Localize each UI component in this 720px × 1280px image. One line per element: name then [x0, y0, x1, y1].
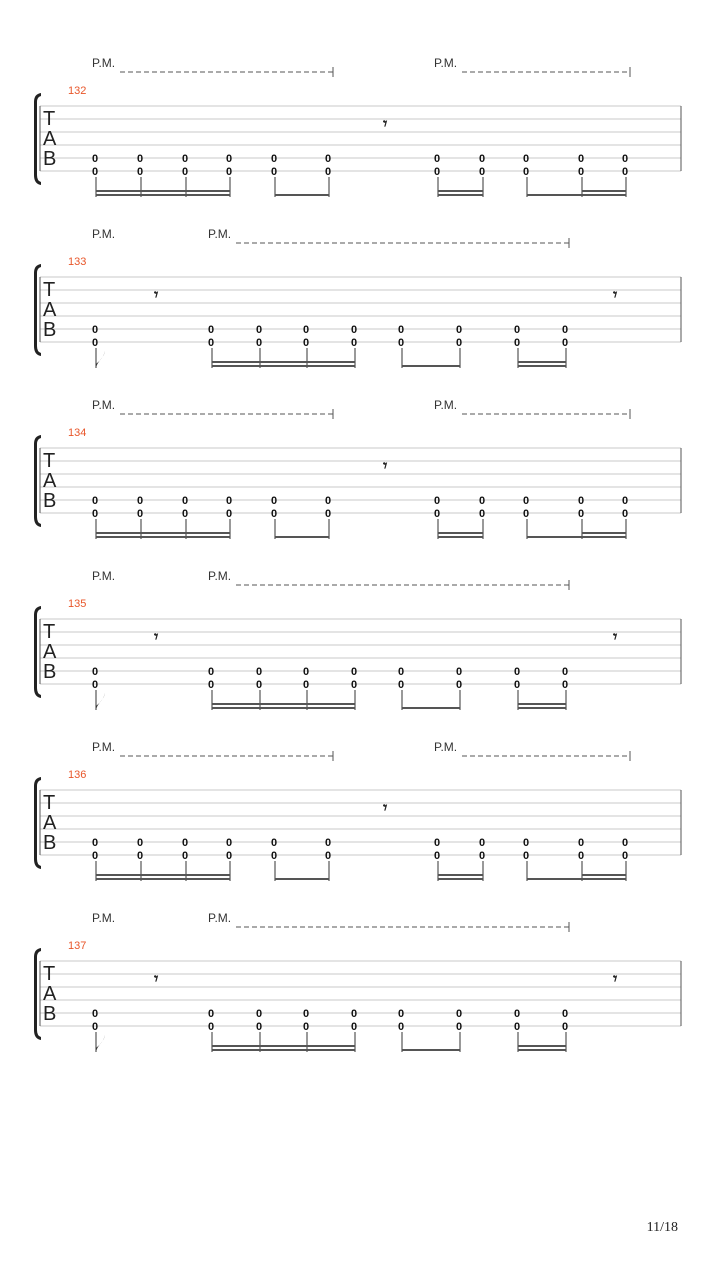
tab-clef-letter: B — [43, 661, 57, 683]
measure-number: 134 — [68, 427, 87, 439]
fret-number: 0 — [434, 850, 441, 862]
fret-number: 0 — [182, 495, 189, 507]
fret-number: 0 — [398, 324, 405, 336]
tab-system — [34, 56, 681, 197]
fret-number: 0 — [226, 495, 233, 507]
fret-number: 0 — [523, 837, 530, 849]
fret-number: 0 — [226, 166, 233, 178]
fret-number: 0 — [479, 166, 486, 178]
fret-number: 0 — [137, 837, 144, 849]
fret-number: 0 — [456, 337, 463, 349]
fret-number: 0 — [325, 153, 332, 165]
fret-number: 0 — [479, 837, 486, 849]
fret-number: 0 — [434, 495, 441, 507]
fret-number: 0 — [92, 666, 99, 678]
tab-clef-letter: B — [43, 148, 57, 170]
fret-number: 0 — [208, 324, 215, 336]
tab-clef-letter: T — [43, 450, 56, 472]
fret-number: 0 — [562, 679, 569, 691]
fret-number: 0 — [514, 666, 521, 678]
fret-number: 0 — [622, 837, 629, 849]
fret-number: 0 — [303, 324, 310, 336]
palm-mute-label: P.M. — [92, 398, 116, 412]
fret-number: 0 — [456, 1008, 463, 1020]
fret-number: 0 — [137, 495, 144, 507]
tab-clef-letter: T — [43, 279, 56, 301]
fret-number: 0 — [182, 850, 189, 862]
fret-number: 0 — [137, 850, 144, 862]
fret-number: 0 — [271, 850, 278, 862]
fret-number: 0 — [92, 166, 99, 178]
measure-number: 135 — [68, 598, 87, 610]
fret-number: 0 — [622, 850, 629, 862]
fret-number: 0 — [398, 1021, 405, 1033]
fret-number: 0 — [351, 666, 358, 678]
fret-number: 0 — [351, 324, 358, 336]
fret-number: 0 — [578, 153, 585, 165]
fret-number: 0 — [271, 495, 278, 507]
fret-number: 0 — [325, 166, 332, 178]
fret-number: 0 — [226, 153, 233, 165]
tab-clef-letter: B — [43, 490, 57, 512]
fret-number: 0 — [182, 508, 189, 520]
tab-system — [34, 911, 681, 1052]
fret-number: 0 — [578, 495, 585, 507]
measure-number: 132 — [68, 85, 87, 97]
fret-number: 0 — [208, 1008, 215, 1020]
fret-number: 0 — [456, 324, 463, 336]
tab-clef-letter: A — [43, 641, 57, 663]
eighth-rest: 𝄾 — [154, 287, 159, 304]
fret-number: 0 — [523, 153, 530, 165]
eighth-note-flag — [96, 1035, 105, 1052]
fret-number: 0 — [562, 1008, 569, 1020]
eighth-rest: 𝄾 — [154, 971, 159, 988]
fret-number: 0 — [479, 508, 486, 520]
fret-number: 0 — [479, 495, 486, 507]
palm-mute-label: P.M. — [92, 56, 116, 70]
eighth-rest: 𝄾 — [613, 971, 618, 988]
fret-number: 0 — [256, 666, 263, 678]
fret-number: 0 — [622, 166, 629, 178]
palm-mute-label: P.M. — [92, 569, 116, 583]
fret-number: 0 — [92, 508, 99, 520]
tab-clef-letter: T — [43, 792, 56, 814]
palm-mute-label: P.M. — [434, 56, 458, 70]
fret-number: 0 — [303, 1008, 310, 1020]
palm-mute-label: P.M. — [434, 398, 458, 412]
fret-number: 0 — [325, 495, 332, 507]
fret-number: 0 — [514, 1021, 521, 1033]
fret-number: 0 — [523, 166, 530, 178]
tab-clef-letter: B — [43, 1003, 57, 1025]
fret-number: 0 — [456, 679, 463, 691]
fret-number: 0 — [303, 666, 310, 678]
page-number: 11/18 — [646, 1220, 678, 1235]
fret-number: 0 — [303, 1021, 310, 1033]
fret-number: 0 — [434, 508, 441, 520]
fret-number: 0 — [434, 166, 441, 178]
fret-number: 0 — [137, 508, 144, 520]
measure-number: 136 — [68, 769, 87, 781]
fret-number: 0 — [256, 1021, 263, 1033]
fret-number: 0 — [562, 324, 569, 336]
fret-number: 0 — [208, 1021, 215, 1033]
fret-number: 0 — [622, 495, 629, 507]
fret-number: 0 — [622, 153, 629, 165]
fret-number: 0 — [256, 679, 263, 691]
fret-number: 0 — [351, 1021, 358, 1033]
fret-number: 0 — [578, 508, 585, 520]
fret-number: 0 — [92, 324, 99, 336]
fret-number: 0 — [92, 1021, 99, 1033]
tab-clef-letter: B — [43, 832, 57, 854]
fret-number: 0 — [182, 837, 189, 849]
fret-number: 0 — [92, 1008, 99, 1020]
fret-number: 0 — [325, 850, 332, 862]
tab-system — [34, 227, 681, 368]
eighth-rest: 𝄾 — [154, 629, 159, 646]
fret-number: 0 — [271, 837, 278, 849]
fret-number: 0 — [271, 508, 278, 520]
fret-number: 0 — [182, 153, 189, 165]
tab-clef-letter: A — [43, 812, 57, 834]
fret-number: 0 — [208, 666, 215, 678]
fret-number: 0 — [479, 850, 486, 862]
fret-number: 0 — [137, 153, 144, 165]
fret-number: 0 — [562, 1021, 569, 1033]
fret-number: 0 — [351, 337, 358, 349]
fret-number: 0 — [523, 850, 530, 862]
palm-mute-label: P.M. — [208, 227, 232, 241]
tab-system — [34, 740, 681, 881]
fret-number: 0 — [514, 1008, 521, 1020]
eighth-rest: 𝄾 — [613, 287, 618, 304]
fret-number: 0 — [137, 166, 144, 178]
fret-number: 0 — [523, 495, 530, 507]
fret-number: 0 — [256, 324, 263, 336]
fret-number: 0 — [578, 166, 585, 178]
fret-number: 0 — [92, 495, 99, 507]
tab-clef-letter: A — [43, 299, 57, 321]
fret-number: 0 — [303, 679, 310, 691]
tab-system — [34, 398, 681, 539]
fret-number: 0 — [351, 1008, 358, 1020]
fret-number: 0 — [456, 1021, 463, 1033]
fret-number: 0 — [325, 837, 332, 849]
fret-number: 0 — [271, 153, 278, 165]
fret-number: 0 — [456, 666, 463, 678]
tab-clef-letter: T — [43, 108, 56, 130]
measure-number: 137 — [68, 940, 87, 952]
fret-number: 0 — [226, 508, 233, 520]
fret-number: 0 — [182, 166, 189, 178]
palm-mute-label: P.M. — [434, 740, 458, 754]
fret-number: 0 — [92, 679, 99, 691]
fret-number: 0 — [398, 679, 405, 691]
fret-number: 0 — [208, 679, 215, 691]
fret-number: 0 — [398, 666, 405, 678]
eighth-note-flag — [96, 693, 105, 710]
fret-number: 0 — [256, 337, 263, 349]
fret-number: 0 — [514, 337, 521, 349]
fret-number: 0 — [562, 666, 569, 678]
fret-number: 0 — [578, 837, 585, 849]
fret-number: 0 — [514, 324, 521, 336]
fret-number: 0 — [325, 508, 332, 520]
fret-number: 0 — [578, 850, 585, 862]
palm-mute-label: P.M. — [92, 911, 116, 925]
eighth-rest: 𝄾 — [383, 458, 388, 475]
fret-number: 0 — [351, 679, 358, 691]
fret-number: 0 — [622, 508, 629, 520]
tab-clef-letter: A — [43, 983, 57, 1005]
fret-number: 0 — [92, 837, 99, 849]
eighth-rest: 𝄾 — [613, 629, 618, 646]
fret-number: 0 — [256, 1008, 263, 1020]
palm-mute-label: P.M. — [208, 911, 232, 925]
fret-number: 0 — [92, 850, 99, 862]
tab-clef-letter: A — [43, 128, 57, 150]
fret-number: 0 — [434, 153, 441, 165]
fret-number: 0 — [434, 837, 441, 849]
fret-number: 0 — [92, 153, 99, 165]
palm-mute-label: P.M. — [208, 569, 232, 583]
fret-number: 0 — [398, 1008, 405, 1020]
tab-clef-letter: T — [43, 621, 56, 643]
fret-number: 0 — [303, 337, 310, 349]
fret-number: 0 — [92, 337, 99, 349]
palm-mute-label: P.M. — [92, 227, 116, 241]
eighth-note-flag — [96, 351, 105, 368]
palm-mute-label: P.M. — [92, 740, 116, 754]
tab-clef-letter: T — [43, 963, 56, 985]
fret-number: 0 — [523, 508, 530, 520]
fret-number: 0 — [479, 153, 486, 165]
measure-number: 133 — [68, 256, 87, 268]
fret-number: 0 — [514, 679, 521, 691]
eighth-rest: 𝄾 — [383, 116, 388, 133]
eighth-rest: 𝄾 — [383, 800, 388, 817]
fret-number: 0 — [562, 337, 569, 349]
fret-number: 0 — [271, 166, 278, 178]
tab-clef-letter: A — [43, 470, 57, 492]
tab-system — [34, 569, 681, 710]
fret-number: 0 — [208, 337, 215, 349]
fret-number: 0 — [398, 337, 405, 349]
fret-number: 0 — [226, 837, 233, 849]
tab-clef-letter: B — [43, 319, 57, 341]
fret-number: 0 — [226, 850, 233, 862]
